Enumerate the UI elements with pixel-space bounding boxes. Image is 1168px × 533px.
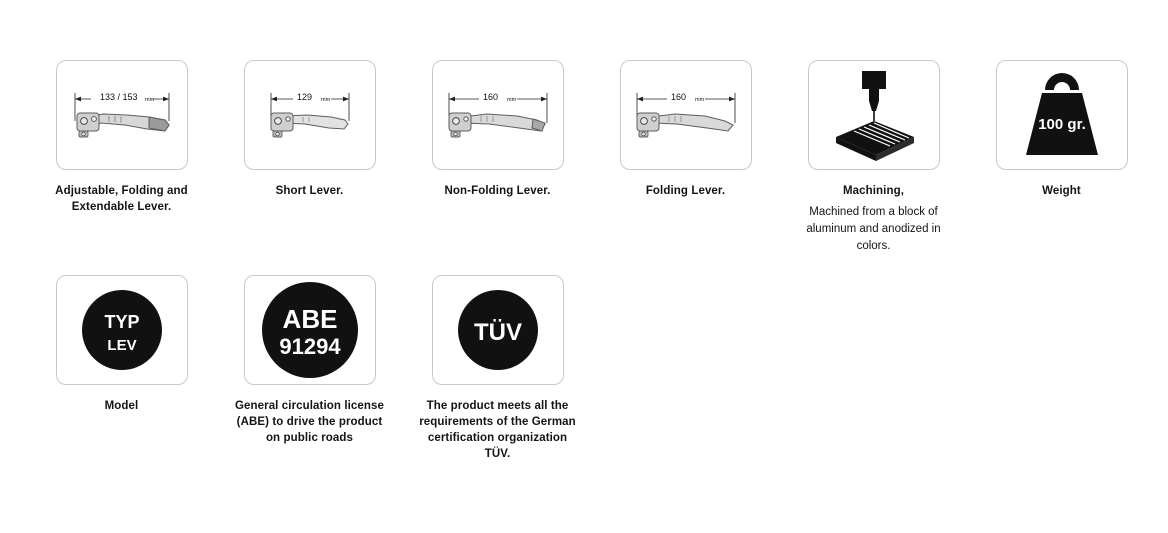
spec-row-2 (40, 275, 604, 462)
spec-caption: Non-Folding Lever. (444, 185, 551, 197)
spec-item-folding-lever (604, 60, 767, 200)
weight-badge-text: 100 gr. (1037, 116, 1086, 133)
weight-icon (1002, 65, 1122, 165)
dimension-value: 133 / 153 (99, 92, 138, 102)
machining-tile (808, 60, 940, 170)
lever-shape (77, 113, 169, 137)
lever-shape (449, 113, 545, 137)
spec-item-short-lever (228, 60, 391, 200)
tuv-tile (432, 275, 564, 385)
lever-short-tile (244, 60, 376, 170)
model-badge-icon (62, 280, 182, 380)
model-badge-line-1: TYP (103, 312, 140, 332)
model-tile (56, 275, 188, 385)
spec-caption: Adjustable, Folding and Extendable Lever. (55, 185, 188, 213)
spec-caption: Weight (1042, 185, 1081, 197)
model-badge-line-2: LEV (106, 337, 137, 354)
spec-caption: Short Lever. (275, 185, 344, 197)
dimension-unit: mm (320, 97, 330, 103)
dimension-value: 160 (670, 92, 686, 102)
lever-shape (271, 113, 348, 137)
abe-badge-icon (248, 278, 372, 382)
lever-folding-icon (621, 61, 751, 169)
lever-folding-adjustable-icon (57, 61, 187, 169)
abe-badge-line-2: 91294 (278, 334, 341, 359)
spec-item-weight (980, 60, 1143, 200)
spec-caption: Folding Lever. (645, 185, 726, 197)
spec-caption: The product meets all the requirements of the German certification organization TÜV. (419, 400, 576, 460)
weight-tile (996, 60, 1128, 170)
lever-non-folding-icon (433, 61, 563, 169)
spec-caption: Machining, (842, 185, 905, 197)
spec-item-tuv-certification (416, 275, 579, 462)
spec-item-machining (792, 60, 955, 256)
lever-non-folding-tile (432, 60, 564, 170)
spec-item-adjustable-folding-extendable-lever (40, 60, 203, 216)
cnc-machining-icon (814, 65, 934, 165)
dimension-unit: mm (506, 97, 516, 103)
spec-item-abe-license (228, 275, 391, 447)
dimension-value: 160 (482, 92, 498, 102)
spec-item-model (40, 275, 203, 415)
abe-badge-line-1: ABE (282, 304, 337, 334)
spec-subcaption: Machined from a block of aluminum and anodized in colors. (806, 205, 941, 253)
spec-caption: Model (104, 400, 139, 412)
lever-folding-adjustable-tile (56, 60, 188, 170)
abe-tile (244, 275, 376, 385)
tuv-badge-line-1: TÜV (473, 319, 522, 346)
dimension-value: 129 (296, 92, 312, 102)
spec-row-1 (40, 60, 1168, 256)
lever-shape (637, 113, 733, 137)
lever-short-icon (245, 61, 375, 169)
dimension-unit: mm (144, 97, 154, 103)
spec-caption: General circulation license (ABE) to drive the product on public roads (234, 400, 385, 444)
spec-item-non-folding-lever (416, 60, 579, 200)
lever-folding-tile (620, 60, 752, 170)
tuv-badge-icon (438, 280, 558, 380)
dimension-unit: mm (694, 97, 704, 103)
